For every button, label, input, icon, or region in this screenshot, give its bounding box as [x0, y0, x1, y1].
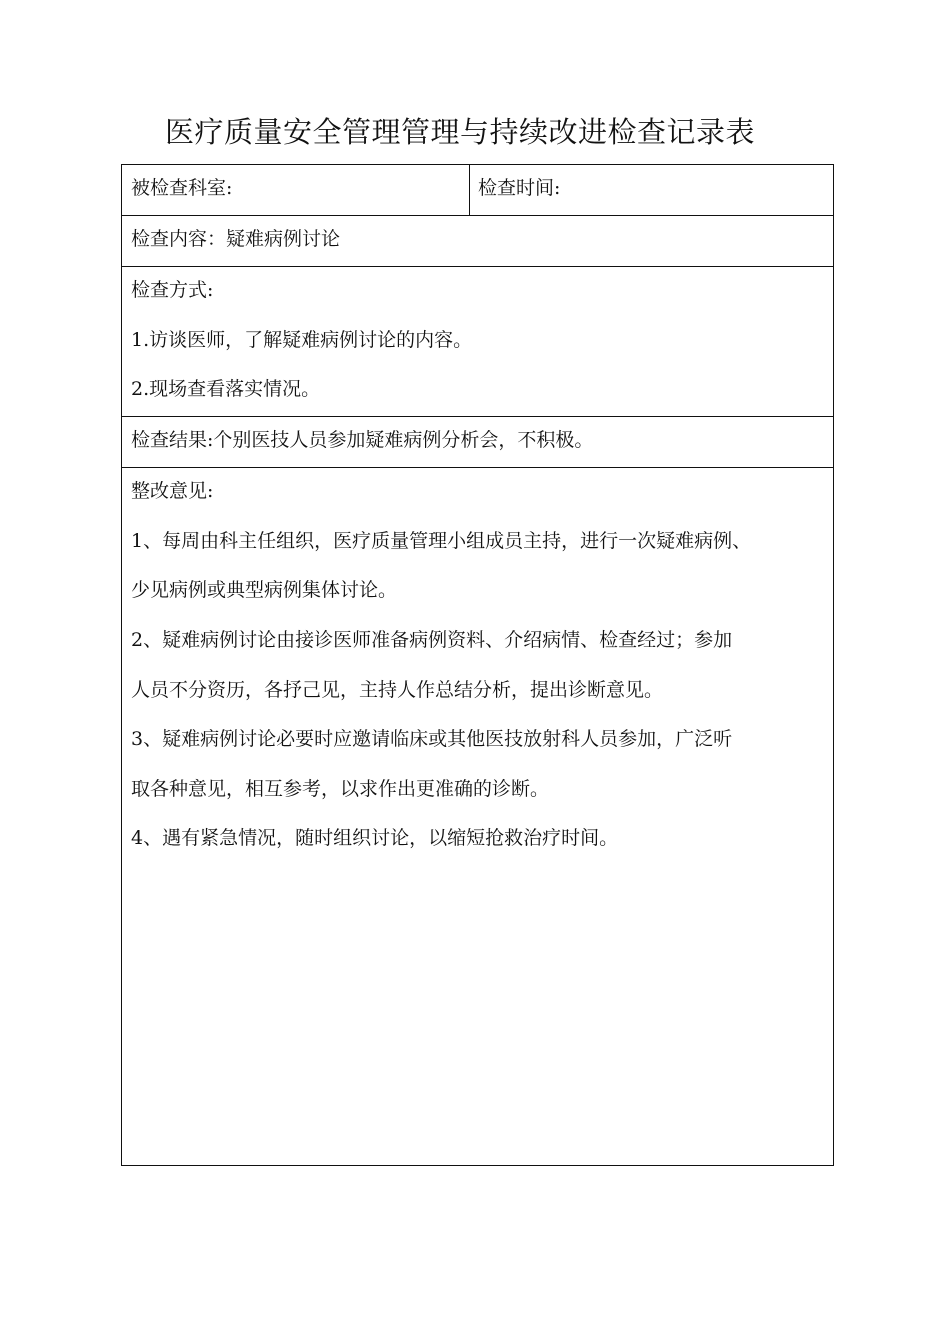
rectification-line-2: 少见病例或典型病例集体讨论。 [131, 579, 398, 601]
method-row [122, 267, 833, 417]
method-heading: 检查方式: [131, 279, 214, 301]
inspection-form-table [121, 164, 834, 1166]
content-row [122, 216, 833, 267]
inspection-result-text: 检查结果:个别医技人员参加疑难病例分析会，不积极。 [131, 429, 594, 451]
rectification-line-1: 1、每周由科主任组织，医疗质量管理小组成员主持，进行一次疑难病例、 [131, 530, 752, 552]
rectification-line-7: 4、遇有紧急情况，随时组织讨论，以缩短抢救治疗时间。 [131, 827, 619, 849]
inspection-content-text: 检查内容：疑难病例讨论 [131, 228, 341, 250]
document-title: 医疗质量安全管理管理与持续改进检查记录表 [164, 115, 755, 149]
rectification-line-6: 取各种意见，相互参考，以求作出更准确的诊断。 [131, 778, 550, 800]
rectification-row [122, 468, 833, 1165]
department-label: 被检查科室: [131, 177, 233, 199]
rectification-line-3: 2、疑难病例讨论由接诊医师准备病例资料、介绍病情、检查经过；参加 [131, 629, 733, 651]
rectification-line-5: 3、疑难病例讨论必要时应邀请临床或其他医技放射科人员参加，广泛听 [131, 728, 733, 750]
inspection-time-label: 检查时间: [478, 177, 561, 199]
rectification-line-4: 人员不分资历，各抒己见，主持人作总结分析，提出诊断意见。 [131, 679, 664, 701]
header-row [122, 165, 833, 216]
result-row [122, 417, 833, 468]
header-row-divider [469, 165, 470, 215]
method-item-2: 2.现场查看落实情况。 [131, 378, 321, 400]
method-item-1: 1.访谈医师，了解疑难病例讨论的内容。 [131, 329, 473, 351]
rectification-heading: 整改意见: [131, 480, 214, 502]
